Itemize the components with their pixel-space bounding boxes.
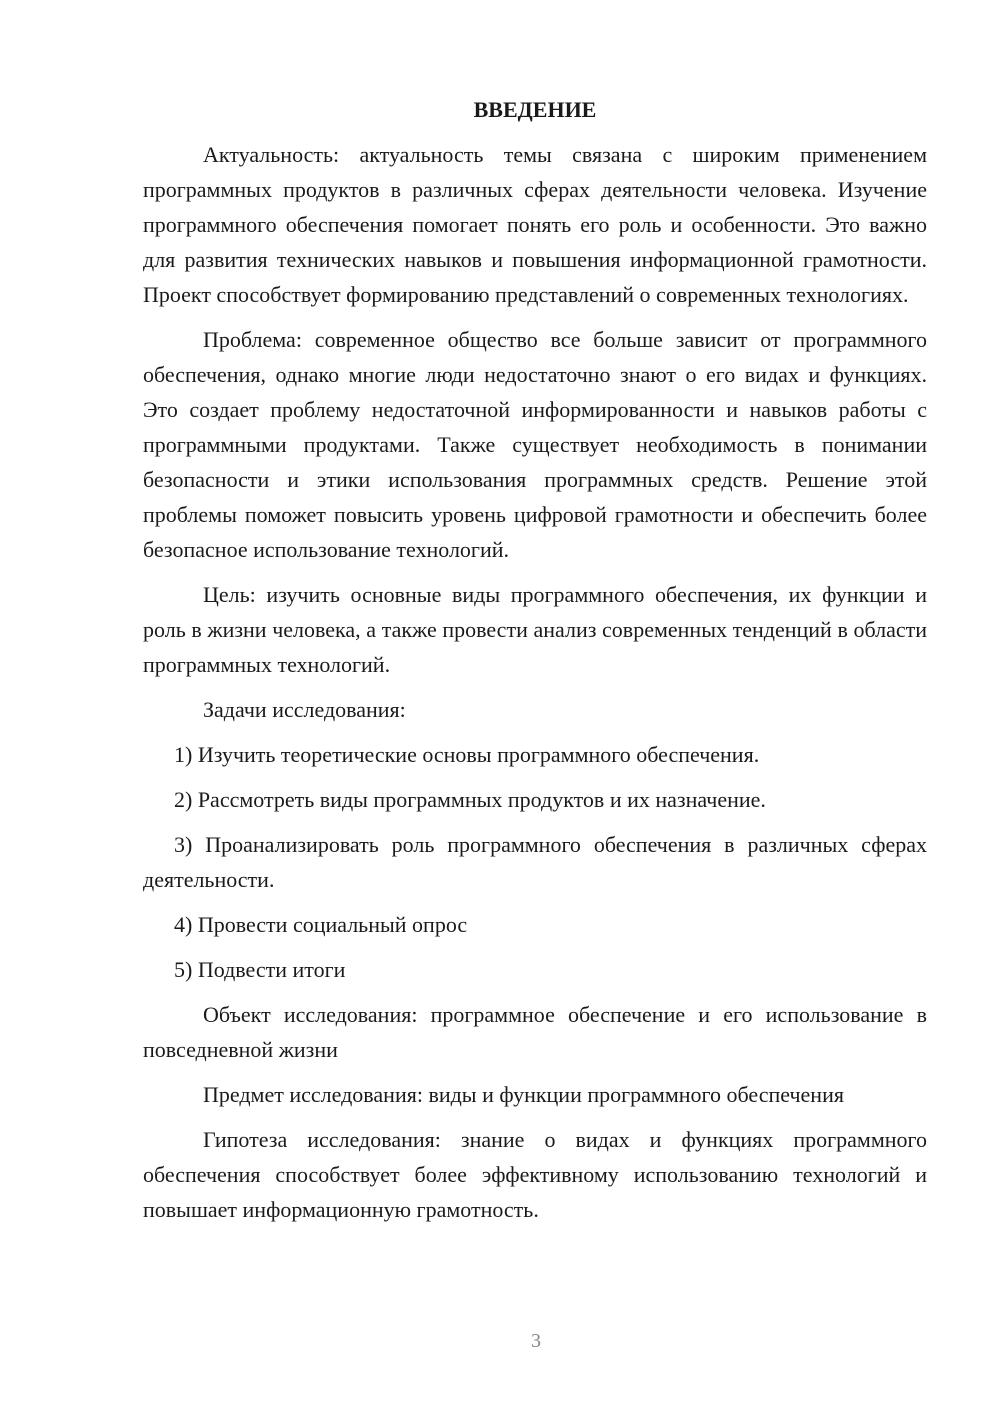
page-number: 3 xyxy=(531,1330,541,1352)
relevance-paragraph: Актуальность: актуальность темы связана с широким применением программных продуктов в различных сферах деятельности человека. Изучение программного обеспечения помогает понять его роль и особенности. Это важно для развития технических навыков и повышения информационной грамотности. Проект способствует формированию представлений о современных технологиях. xyxy=(143,142,927,307)
document-page xyxy=(143,92,927,1237)
task-item-1: 1) Изучить теоретические основы программного обеспечения. xyxy=(174,742,760,767)
section-title: ВВЕДЕНИЕ xyxy=(473,97,597,122)
goal-paragraph: Цель: изучить основные виды программного обеспечения, их функции и роль в жизни человека, а также провести анализ современных тенденций в области программных технологий. xyxy=(143,582,927,677)
object-paragraph: Объект исследования: программное обеспечение и его использование в повседневной жизни xyxy=(143,1002,927,1062)
hypothesis-paragraph: Гипотеза исследования: знание о видах и функциях программного обеспечения способствует более эффективному использованию технологий и повышает информационную грамотность. xyxy=(143,1127,927,1222)
problem-paragraph: Проблема: современное общество все больше зависит от программного обеспечения, однако многие люди недостаточно знают о его видах и функциях. Это создает проблему недостаточной информированности и навыков работы с программными продуктами. Также существует необходимость в понимании безопасности и этики использования программных средств. Решение этой проблемы поможет повысить уровень цифровой грамотности и обеспечить более безопасное использование технологий. xyxy=(143,327,927,562)
subject-paragraph: Предмет исследования: виды и функции программного обеспечения xyxy=(203,1082,844,1107)
task-item-2: 2) Рассмотреть виды программных продуктов и их назначение. xyxy=(174,787,766,812)
task-item-3: 3) Проанализировать роль программного обеспечения в различных сферах деятельности. xyxy=(143,832,927,892)
tasks-heading: Задачи исследования: xyxy=(203,697,406,722)
task-item-4: 4) Провести социальный опрос xyxy=(174,912,468,937)
task-item-5: 5) Подвести итоги xyxy=(174,957,346,982)
